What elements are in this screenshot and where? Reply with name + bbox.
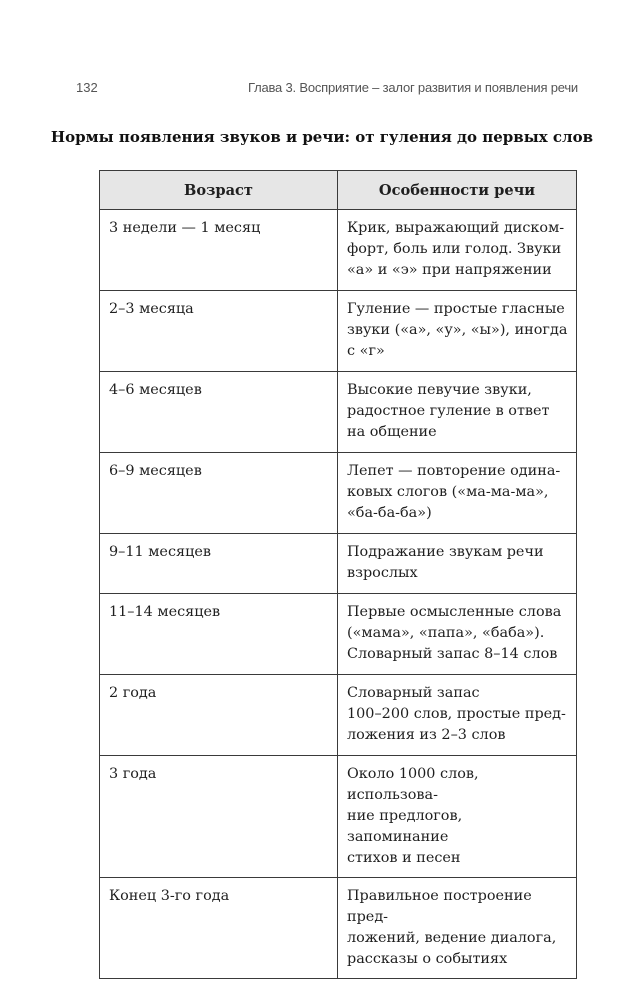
table-title: Нормы появления звуков и речи: от гуления до первых слов <box>50 128 594 146</box>
speech-cell: Около 1000 слов, использова- ние предлогов, запоминание стихов и песен <box>338 756 577 878</box>
speech-cell: Гуление — простые гласные звуки («а», «у», «ы»), иногда с «г» <box>338 291 577 372</box>
header-speech-features: Особенности речи <box>338 171 577 210</box>
speech-cell: Правильное построение пред- ложений, ведение диалога, рассказы о событиях <box>338 878 577 979</box>
table-row <box>100 756 577 878</box>
table-row <box>100 453 577 534</box>
age-cell: 2 года <box>100 675 338 756</box>
table-row <box>100 291 577 372</box>
age-cell: 4–6 месяцев <box>100 372 338 453</box>
age-cell: 2–3 месяца <box>100 291 338 372</box>
speech-cell: Подражание звукам речи взрослых <box>338 534 577 594</box>
speech-cell: Высокие певучие звуки, радостное гуление в ответ на общение <box>338 372 577 453</box>
table-row <box>100 675 577 756</box>
header-age: Возраст <box>100 171 338 210</box>
page-number: 132 <box>76 80 98 95</box>
speech-norms-table <box>99 170 577 979</box>
age-cell: 3 недели — 1 месяц <box>100 210 338 291</box>
table-row <box>100 594 577 675</box>
age-cell: Конец 3-го года <box>100 878 338 979</box>
speech-cell: Первые осмысленные слова («мама», «папа», «баба»). Словарный запас 8–14 слов <box>338 594 577 675</box>
age-cell: 3 года <box>100 756 338 878</box>
age-cell: 11–14 месяцев <box>100 594 338 675</box>
table-row <box>100 534 577 594</box>
speech-cell: Лепет — повторение одина- ковых слогов («ма-ма-ма», «ба-ба-ба») <box>338 453 577 534</box>
speech-cell: Крик, выражающий диском- форт, боль или голод. Звуки «а» и «э» при напряжении <box>338 210 577 291</box>
table-header-row <box>100 171 577 210</box>
speech-cell: Словарный запас 100–200 слов, простые пред- ложения из 2–3 слов <box>338 675 577 756</box>
age-cell: 6–9 месяцев <box>100 453 338 534</box>
table-row <box>100 210 577 291</box>
table-row <box>100 372 577 453</box>
running-head: Глава 3. Восприятие – залог развития и появления речи <box>247 80 578 95</box>
age-cell: 9–11 месяцев <box>100 534 338 594</box>
table-row <box>100 878 577 979</box>
